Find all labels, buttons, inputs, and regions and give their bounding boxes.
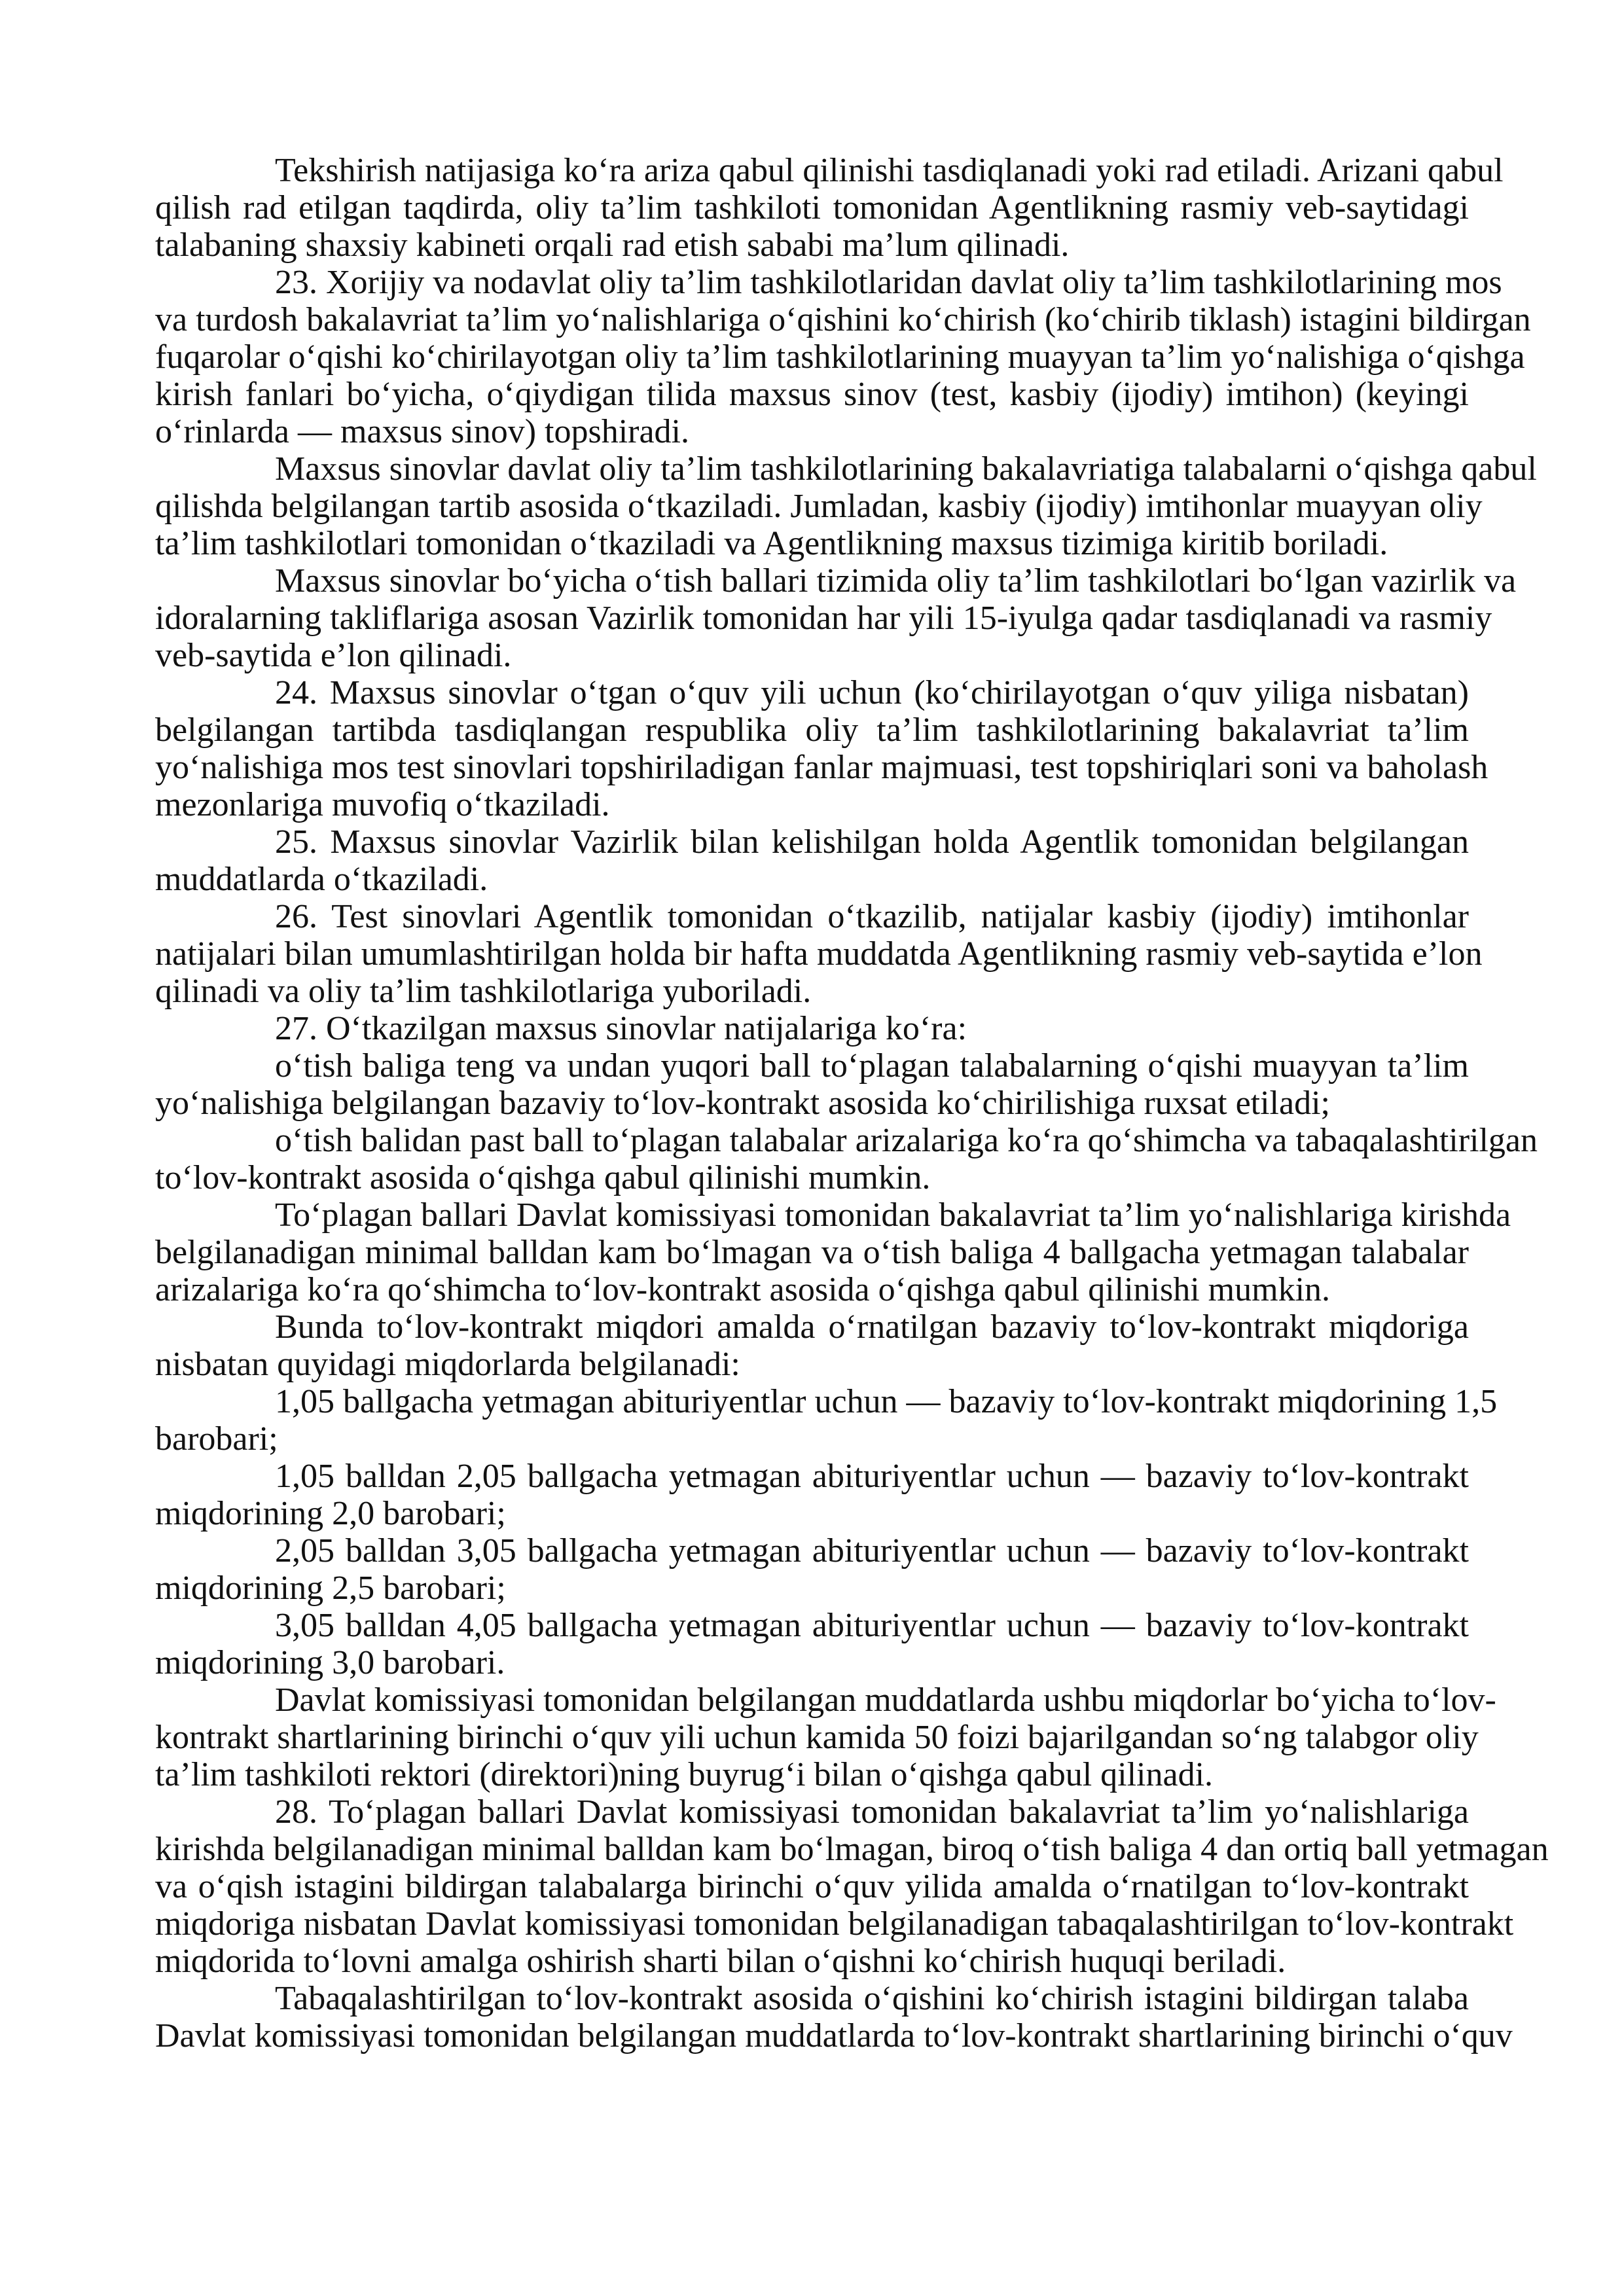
paragraph-23: [155, 264, 1531, 450]
text-line: talabaning shaxsiy kabineti orqali rad etish sababi ma’lum qilinadi.: [155, 226, 1070, 264]
text-line: 1,05 ballgacha yetmagan abituriyentlar uchun — bazaviy to‘lov-kontrakt miqdorining 1,5: [275, 1383, 1498, 1420]
text-line: Maxsus sinovlar davlat oliy ta’lim tashkilotlarining bakalavriatiga talabalarni o‘qishga qabul: [275, 450, 1537, 488]
text-line: 1,05 balldan 2,05 ballgacha yetmagan abituriyentlar uchun — bazaviy to‘lov-kontrakt: [275, 1458, 1469, 1495]
text-line: ta’lim tashkilotlari tomonidan o‘tkaziladi va Agentlikning maxsus tizimiga kiritib boriladi.: [155, 525, 1388, 562]
paragraph-26: [155, 898, 1483, 1010]
text-line: o‘tish balidan past ball to‘plagan talabalar arizalariga ko‘ra qo‘shimcha va tabaqalashtirilgan: [275, 1122, 1538, 1159]
paragraph-27: [155, 1010, 1469, 1047]
paragraph-maxsus-2: [155, 562, 1517, 674]
paragraph-24: [155, 674, 1489, 823]
paragraph-tekshirish: [155, 152, 1504, 264]
paragraph-tabaqa: [155, 1980, 1513, 2054]
text-line: kirishda belgilanadigan minimal balldan kam bo‘lmagan, biroq o‘tish baliga 4 dan ortiq ball yetmagan: [155, 1831, 1549, 1868]
text-line: arizalariga ko‘ra qo‘shimcha to‘lov-kontrakt asosida o‘qishga qabul qilinishi mumkin.: [155, 1271, 1331, 1308]
text-line: kirish fanlari bo‘yicha, o‘qiydigan tilida maxsus sinov (test, kasbiy (ijodiy) imtihon) (keyingi: [155, 376, 1469, 413]
text-line: va turdosh bakalavriat ta’lim yo‘nalishlariga o‘qishini ko‘chirish (ko‘chirib tiklash) istagini bildirgan: [155, 301, 1531, 338]
text-line: 3,05 balldan 4,05 ballgacha yetmagan abituriyentlar uchun — bazaviy to‘lov-kontrakt: [275, 1607, 1469, 1644]
text-line: to‘lov-kontrakt asosida o‘qishga qabul qilinishi mumkin.: [155, 1159, 931, 1196]
paragraph-25: [155, 823, 1469, 898]
text-line: o‘rinlarda — maxsus sinov) topshiradi.: [155, 413, 689, 450]
text-line: idoralarning takliflariga asosan Vazirlik tomonidan har yili 15-iyulga qadar tasdiqlanadi va rasmiy: [155, 600, 1492, 637]
text-line: muddatlarda o‘tkaziladi.: [155, 861, 488, 898]
text-line: 27. O‘tkazilgan maxsus sinovlar natijalariga ko‘ra:: [275, 1010, 967, 1047]
text-line: fuqarolar o‘qishi ko‘chirilayotgan oliy ta’lim tashkilotlarining muayyan ta’lim yo‘nalishiga o‘qishga: [155, 338, 1525, 376]
paragraph-27-b: [155, 1122, 1538, 1196]
text-line: 23. Xorijiy va nodavlat oliy ta’lim tashkilotlaridan davlat oliy ta’lim tashkilotlarining mos: [275, 264, 1502, 301]
text-line: veb-saytida e’lon qilinadi.: [155, 637, 512, 674]
text-line: Bunda to‘lov-kontrakt miqdori amalda o‘rnatilgan bazaviy to‘lov-kontrakt miqdoriga: [275, 1308, 1469, 1346]
paragraph-bunda: [155, 1308, 1469, 1383]
paragraph-tier-3: [155, 1532, 1469, 1607]
text-line: natijalari bilan umumlashtirilgan holda bir hafta muddatda Agentlikning rasmiy veb-saytida e’lon: [155, 935, 1483, 973]
paragraph-28: [155, 1793, 1549, 1980]
text-line: 26. Test sinovlari Agentlik tomonidan o‘tkazilib, natijalar kasbiy (ijodiy) imtihonlar: [275, 898, 1469, 935]
text-line: nisbatan quyidagi miqdorlarda belgilanadi:: [155, 1346, 740, 1383]
document-page: [155, 152, 1549, 2054]
text-line: miqdorining 2,0 barobari;: [155, 1495, 506, 1532]
text-line: qilishda belgilangan tartib asosida o‘tkaziladi. Jumladan, kasbiy (ijodiy) imtihonlar muayyan oliy: [155, 488, 1483, 525]
paragraph-maxsus-1: [155, 450, 1537, 562]
text-line: belgilanadigan minimal balldan kam bo‘lmagan va o‘tish baliga 4 ballgacha yetmagan talabalar: [155, 1234, 1469, 1271]
text-line: 24. Maxsus sinovlar o‘tgan o‘quv yili uchun (ko‘chirilayotgan o‘quv yiliga nisbatan): [275, 674, 1469, 711]
text-line: Davlat komissiyasi tomonidan belgilangan muddatlarda ushbu miqdorlar bo‘yicha to‘lov-: [275, 1681, 1496, 1719]
paragraph-tier-4: [155, 1607, 1469, 1681]
text-line: miqdorida to‘lovni amalga oshirish sharti bilan o‘qishni ko‘chirish huquqi beriladi.: [155, 1943, 1286, 1980]
text-line: 25. Maxsus sinovlar Vazirlik bilan kelishilgan holda Agentlik tomonidan belgilangan: [275, 823, 1469, 861]
text-line: o‘tish baliga teng va undan yuqori ball to‘plagan talabalarning o‘qishi muayyan ta’lim: [275, 1047, 1469, 1085]
text-line: ta’lim tashkiloti rektori (direktori)ning buyrug‘i bilan o‘qishga qabul qilinadi.: [155, 1756, 1214, 1793]
text-line: yo‘nalishiga belgilangan bazaviy to‘lov-kontrakt asosida ko‘chirilishiga ruxsat etiladi;: [155, 1085, 1330, 1122]
text-line: 2,05 balldan 3,05 ballgacha yetmagan abituriyentlar uchun — bazaviy to‘lov-kontrakt: [275, 1532, 1469, 1570]
paragraph-davlat: [155, 1681, 1496, 1793]
text-line: 28. To‘plagan ballari Davlat komissiyasi tomonidan bakalavriat ta’lim yo‘nalishlariga: [275, 1793, 1469, 1831]
text-line: qilinadi va oliy ta’lim tashkilotlariga yuboriladi.: [155, 973, 812, 1010]
text-line: barobari;: [155, 1420, 278, 1458]
text-line: Tabaqalashtirilgan to‘lov-kontrakt asosida o‘qishini ko‘chirish istagini bildirgan talaba: [275, 1980, 1469, 2017]
text-line: miqdoriga nisbatan Davlat komissiyasi tomonidan belgilanadigan tabaqalashtirilgan to‘lov-kontrakt: [155, 1905, 1514, 1943]
paragraph-tier-2: [155, 1458, 1469, 1532]
paragraph-toplagan-1: [155, 1196, 1511, 1308]
text-line: kontrakt shartlarining birinchi o‘quv yili uchun kamida 50 foizi bajarilgandan so‘ng talabgor oliy: [155, 1719, 1479, 1756]
paragraph-tier-1: [155, 1383, 1498, 1458]
text-line: mezonlariga muvofiq o‘tkaziladi.: [155, 786, 610, 823]
text-line: miqdorining 3,0 barobari.: [155, 1644, 505, 1681]
text-line: va o‘qish istagini bildirgan talabalarga birinchi o‘quv yilida amalda o‘rnatilgan to‘lov-kontrakt: [155, 1868, 1469, 1905]
text-line: qilish rad etilgan taqdirda, oliy ta’lim tashkiloti tomonidan Agentlikning rasmiy veb-saytidagi: [155, 189, 1469, 226]
text-line: To‘plagan ballari Davlat komissiyasi tomonidan bakalavriat ta’lim yo‘nalishlariga kirishda: [275, 1196, 1511, 1234]
text-line: Maxsus sinovlar bo‘yicha o‘tish ballari tizimida oliy ta’lim tashkilotlari bo‘lgan vazirlik va: [275, 562, 1517, 600]
text-line: Davlat komissiyasi tomonidan belgilangan muddatlarda to‘lov-kontrakt shartlarining birinchi o‘quv: [155, 2017, 1513, 2054]
text-line: yo‘nalishiga mos test sinovlari topshiriladigan fanlar majmuasi, test topshiriqlari soni va baholash: [155, 749, 1489, 786]
text-line: belgilangan tartibda tasdiqlangan respublika oliy ta’lim tashkilotlarining bakalavriat ta’lim: [155, 711, 1469, 749]
text-line: miqdorining 2,5 barobari;: [155, 1570, 506, 1607]
paragraph-27-a: [155, 1047, 1469, 1122]
text-line: Tekshirish natijasiga ko‘ra ariza qabul qilinishi tasdiqlanadi yoki rad etiladi. Arizani qabul: [275, 152, 1504, 189]
